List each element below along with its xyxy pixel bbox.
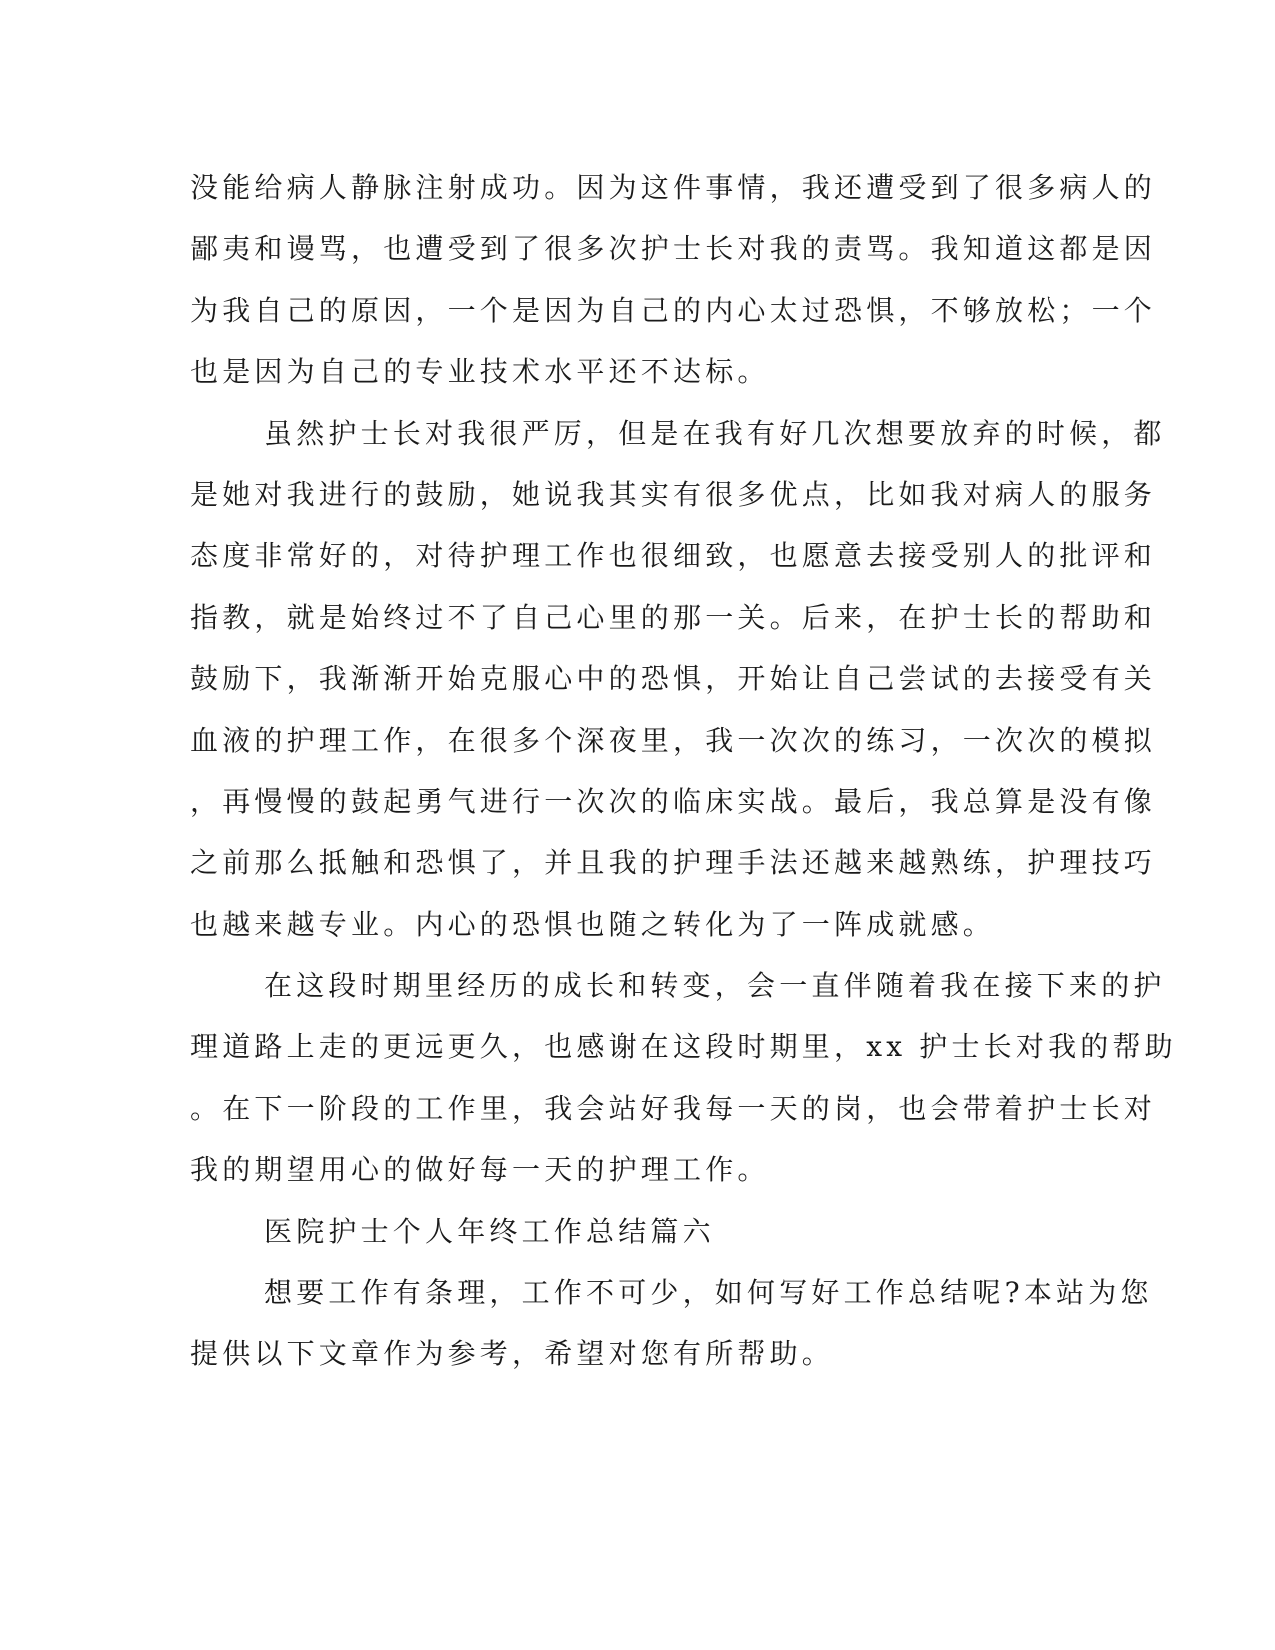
text-line: 理道路上走的更远更久，也感谢在这段时期里，xx 护士长对我的帮助 xyxy=(190,1030,1177,1064)
text-line: 在这段时期里经历的成长和转变，会一直伴随着我在接下来的护 xyxy=(264,969,1166,1003)
text-line: 鼓励下，我渐渐开始克服心中的恐惧，开始让自己尝试的去接受有关 xyxy=(190,662,1157,696)
text-line: 我的期望用心的做好每一天的护理工作。 xyxy=(190,1153,770,1187)
text-line: ，再慢慢的鼓起勇气进行一次次的临床实战。最后，我总算是没有像 xyxy=(190,784,1157,818)
text-line: 虽然护士长对我很严厉，但是在我有好几次想要放弃的时候，都 xyxy=(264,416,1166,450)
text-line: 。在下一阶段的工作里，我会站好我每一天的岗，也会带着护士长对 xyxy=(190,1091,1157,1125)
paragraph-encouragement xyxy=(190,409,1166,962)
text-line: 之前那么抵触和恐惧了，并且我的护理手法还越来越熟练，护理技巧 xyxy=(190,846,1157,880)
text-line: 为我自己的原因，一个是因为自己的内心太过恐惧，不够放松；一个 xyxy=(190,293,1157,327)
text-line: 想要工作有条理，工作不可少，如何写好工作总结呢?本站为您 xyxy=(264,1276,1153,1310)
text-line: 是她对我进行的鼓励，她说我其实有很多优点，比如我对病人的服务 xyxy=(190,477,1157,511)
text-line: 也越来越专业。内心的恐惧也随之转化为了一阵成就感。 xyxy=(190,907,996,941)
text-line: 也是因为自己的专业技术水平还不达标。 xyxy=(190,355,770,389)
text-line: 鄙夷和谩骂，也遭受到了很多次护士长对我的责骂。我知道这都是因 xyxy=(190,232,1157,266)
paragraph-continuation xyxy=(190,163,1157,409)
heading-line: 医院护士个人年终工作总结篇六 xyxy=(264,1214,715,1248)
paragraph-growth xyxy=(190,961,1177,1207)
text-line: 指教，就是始终过不了自己心里的那一关。后来，在护士长的帮助和 xyxy=(190,600,1157,634)
text-line: 没能给病人静脉注射成功。因为这件事情，我还遭受到了很多病人的 xyxy=(190,171,1157,204)
text-line: 血液的护理工作，在很多个深夜里，我一次次的练习，一次次的模拟 xyxy=(190,723,1157,757)
paragraph-intro xyxy=(190,1268,1153,1391)
text-line: 提供以下文章作为参考，希望对您有所帮助。 xyxy=(190,1337,835,1371)
section-heading xyxy=(190,1207,1070,1268)
text-line: 态度非常好的，对待护理工作也很细致，也愿意去接受别人的批评和 xyxy=(190,539,1157,573)
document-body xyxy=(190,163,1177,1391)
